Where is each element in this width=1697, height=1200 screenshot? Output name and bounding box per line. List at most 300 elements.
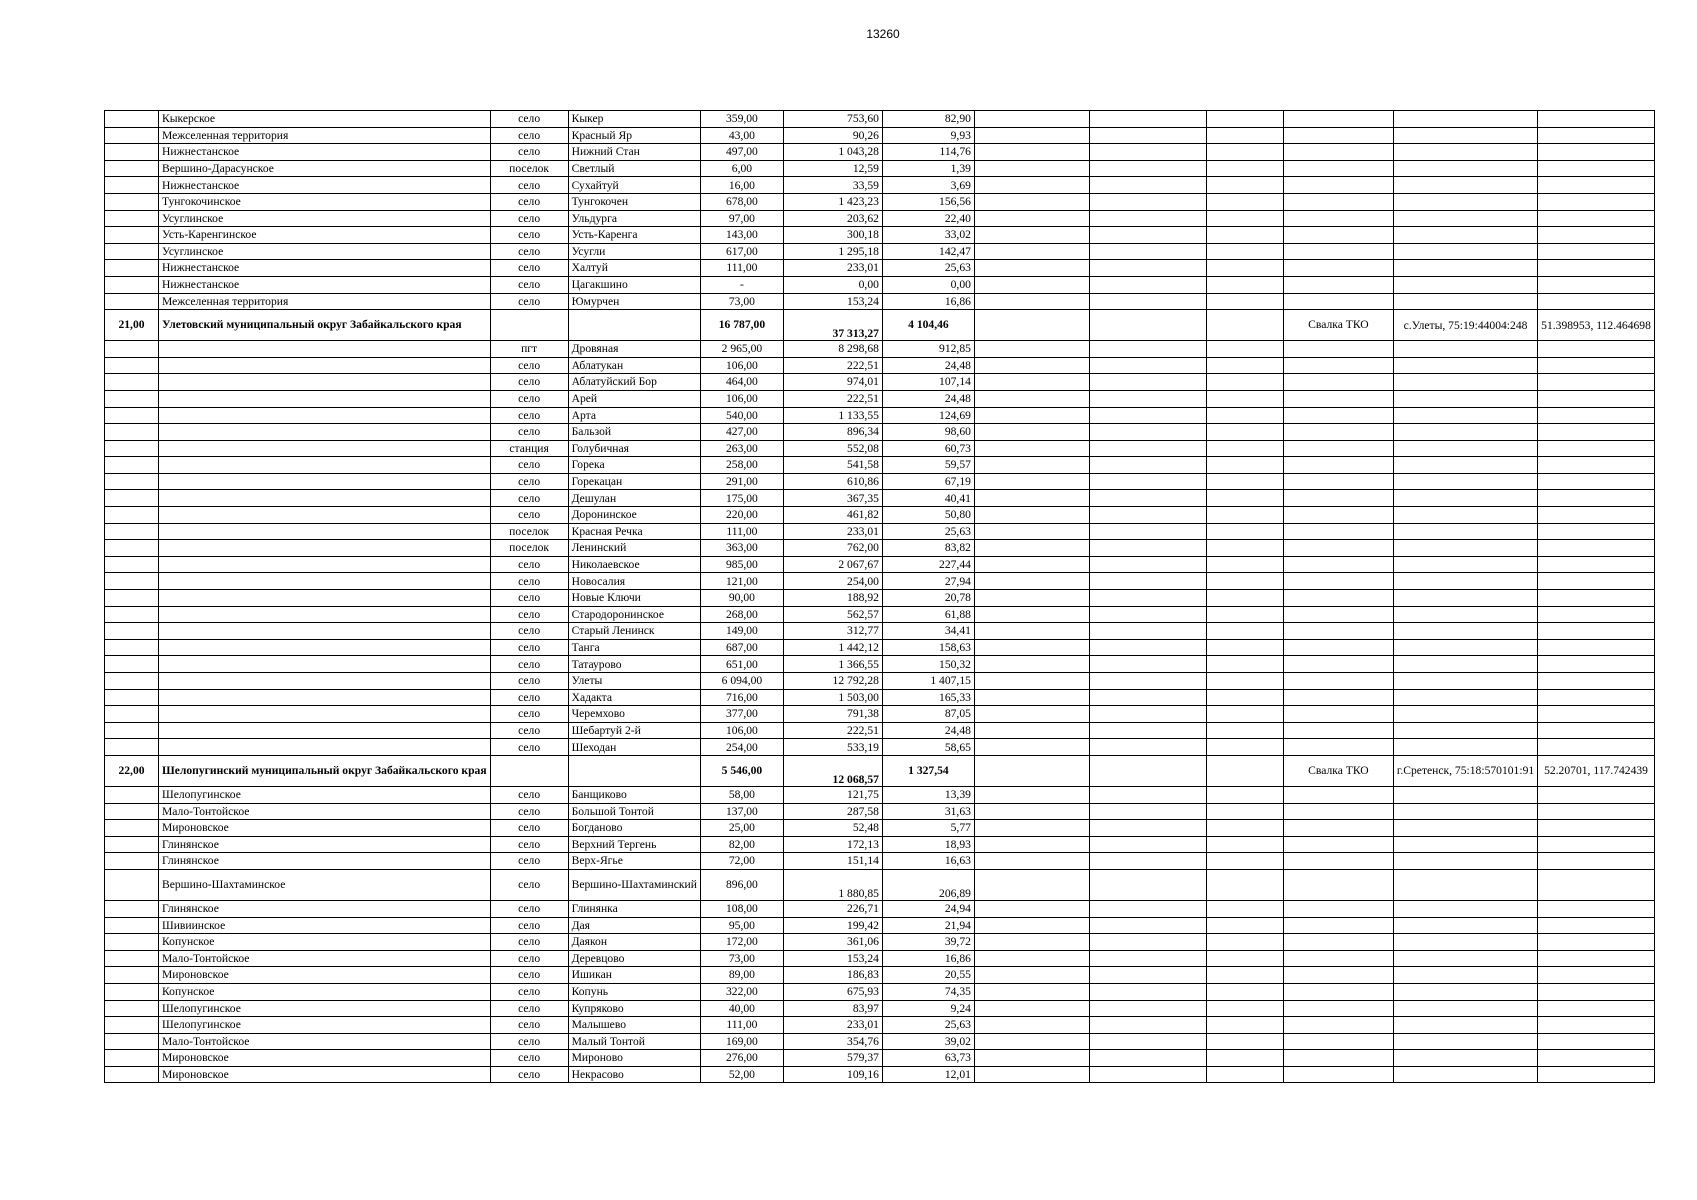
facility-type-cell bbox=[1283, 1033, 1393, 1050]
settlement-type-cell: село bbox=[490, 739, 568, 756]
annual-volume-cell: 1 133,55 bbox=[783, 407, 882, 424]
settlement-row bbox=[105, 1017, 1655, 1034]
empty-cell bbox=[974, 144, 1089, 161]
district-name-cell bbox=[159, 540, 491, 557]
facility-type-cell bbox=[1283, 573, 1393, 590]
empty-cell bbox=[1206, 606, 1283, 623]
population-cell: 175,00 bbox=[700, 490, 783, 507]
annual-volume-cell: 541,58 bbox=[783, 457, 882, 474]
settlement-row bbox=[105, 983, 1655, 1000]
empty-cell bbox=[1206, 260, 1283, 277]
empty-cell bbox=[1206, 722, 1283, 739]
empty-cell bbox=[974, 673, 1089, 690]
empty-cell bbox=[1206, 1017, 1283, 1034]
facility-type-cell bbox=[1283, 836, 1393, 853]
municipality-number-cell bbox=[105, 706, 159, 723]
settlement-row bbox=[105, 673, 1655, 690]
empty-cell bbox=[1089, 606, 1206, 623]
district-name-cell bbox=[159, 507, 491, 524]
facility-coordinates-cell bbox=[1538, 193, 1655, 210]
annual-volume-cell: 151,14 bbox=[783, 853, 882, 870]
facility-location-cell bbox=[1393, 1066, 1537, 1083]
municipality-number-cell bbox=[105, 869, 159, 900]
population-cell: 143,00 bbox=[700, 227, 783, 244]
settlement-row bbox=[105, 556, 1655, 573]
municipality-number-cell bbox=[105, 540, 159, 557]
facility-type-cell bbox=[1283, 293, 1393, 310]
facility-coordinates-cell bbox=[1538, 127, 1655, 144]
settlement-type-cell: село bbox=[490, 623, 568, 640]
facility-coordinates-cell bbox=[1538, 1066, 1655, 1083]
empty-cell bbox=[1206, 490, 1283, 507]
annual-volume-cell: 1 043,28 bbox=[783, 144, 882, 161]
settlement-name-cell: Мироново bbox=[568, 1050, 700, 1067]
facility-coordinates-cell bbox=[1538, 390, 1655, 407]
empty-cell bbox=[1089, 722, 1206, 739]
empty-cell bbox=[1206, 556, 1283, 573]
settlement-type-cell: село bbox=[490, 656, 568, 673]
settlement-type-cell: пгт bbox=[490, 341, 568, 358]
empty-cell bbox=[1089, 836, 1206, 853]
annual-volume-cell: 8 298,68 bbox=[783, 341, 882, 358]
settlement-type-cell: село bbox=[490, 293, 568, 310]
district-name-cell bbox=[159, 407, 491, 424]
district-name-cell: Усуглинское bbox=[159, 243, 491, 260]
facility-type-cell bbox=[1283, 193, 1393, 210]
municipality-number-cell bbox=[105, 227, 159, 244]
annual-volume-cell: 153,24 bbox=[783, 950, 882, 967]
settlement-name-cell: Николаевское bbox=[568, 556, 700, 573]
empty-cell bbox=[1089, 193, 1206, 210]
district-name-cell: Межселенная территория bbox=[159, 293, 491, 310]
empty-cell bbox=[1089, 1017, 1206, 1034]
empty-cell bbox=[1089, 111, 1206, 128]
facility-type-cell bbox=[1283, 540, 1393, 557]
settlement-row bbox=[105, 473, 1655, 490]
settlement-row bbox=[105, 457, 1655, 474]
empty-cell bbox=[1089, 639, 1206, 656]
population-cell: 16 787,00 bbox=[700, 310, 783, 341]
annual-mass-cell: 16,63 bbox=[882, 853, 974, 870]
annual-mass-cell: 82,90 bbox=[882, 111, 974, 128]
settlement-name-cell bbox=[568, 310, 700, 341]
annual-mass-cell: 74,35 bbox=[882, 983, 974, 1000]
annual-volume-cell: 533,19 bbox=[783, 739, 882, 756]
settlement-type-cell: село bbox=[490, 606, 568, 623]
municipality-number-cell bbox=[105, 357, 159, 374]
facility-coordinates-cell bbox=[1538, 507, 1655, 524]
empty-cell bbox=[974, 243, 1089, 260]
facility-location-cell bbox=[1393, 1000, 1537, 1017]
facility-coordinates-cell bbox=[1538, 590, 1655, 607]
empty-cell bbox=[974, 490, 1089, 507]
register-body bbox=[105, 111, 1655, 1083]
empty-cell bbox=[974, 473, 1089, 490]
annual-volume-cell: 610,86 bbox=[783, 473, 882, 490]
facility-type-cell bbox=[1283, 950, 1393, 967]
facility-location-cell bbox=[1393, 836, 1537, 853]
empty-cell bbox=[1089, 656, 1206, 673]
annual-mass-cell: 33,02 bbox=[882, 227, 974, 244]
settlement-name-cell: Горекацан bbox=[568, 473, 700, 490]
facility-coordinates-cell bbox=[1538, 556, 1655, 573]
empty-cell bbox=[974, 853, 1089, 870]
annual-volume-cell: 1 366,55 bbox=[783, 656, 882, 673]
empty-cell bbox=[1206, 1000, 1283, 1017]
empty-cell bbox=[1206, 457, 1283, 474]
settlement-type-cell: село bbox=[490, 1000, 568, 1017]
settlement-type-cell: село bbox=[490, 357, 568, 374]
facility-location-cell bbox=[1393, 490, 1537, 507]
empty-cell bbox=[1089, 523, 1206, 540]
settlement-row bbox=[105, 934, 1655, 951]
empty-cell bbox=[974, 755, 1089, 786]
population-cell: 73,00 bbox=[700, 950, 783, 967]
empty-cell bbox=[1089, 853, 1206, 870]
facility-type-cell bbox=[1283, 820, 1393, 837]
empty-cell bbox=[1206, 917, 1283, 934]
empty-cell bbox=[1206, 1066, 1283, 1083]
empty-cell bbox=[974, 390, 1089, 407]
facility-type-cell bbox=[1283, 1000, 1393, 1017]
population-cell: 90,00 bbox=[700, 590, 783, 607]
settlement-name-cell: Деревцово bbox=[568, 950, 700, 967]
annual-volume-cell: 12 068,57 bbox=[783, 755, 882, 786]
facility-location-cell bbox=[1393, 739, 1537, 756]
facility-type-cell bbox=[1283, 917, 1393, 934]
empty-cell bbox=[1206, 853, 1283, 870]
settlement-type-cell bbox=[490, 310, 568, 341]
population-cell: 6,00 bbox=[700, 160, 783, 177]
district-name-cell bbox=[159, 341, 491, 358]
annual-mass-cell: 20,55 bbox=[882, 967, 974, 984]
empty-cell bbox=[1089, 243, 1206, 260]
municipality-number-cell bbox=[105, 934, 159, 951]
annual-volume-cell: 361,06 bbox=[783, 934, 882, 951]
settlement-type-cell: село bbox=[490, 276, 568, 293]
district-name-cell: Копунское bbox=[159, 934, 491, 951]
district-name-cell: Кыкерское bbox=[159, 111, 491, 128]
municipality-number-cell bbox=[105, 803, 159, 820]
annual-mass-cell: 24,48 bbox=[882, 390, 974, 407]
population-cell: 106,00 bbox=[700, 722, 783, 739]
facility-type-cell bbox=[1283, 177, 1393, 194]
facility-location-cell bbox=[1393, 127, 1537, 144]
population-cell: 106,00 bbox=[700, 390, 783, 407]
empty-cell bbox=[974, 540, 1089, 557]
municipality-number-cell bbox=[105, 967, 159, 984]
population-cell: 108,00 bbox=[700, 900, 783, 917]
municipality-number-cell bbox=[105, 276, 159, 293]
district-name-cell bbox=[159, 424, 491, 441]
facility-coordinates-cell bbox=[1538, 276, 1655, 293]
empty-cell bbox=[1206, 656, 1283, 673]
empty-cell bbox=[974, 869, 1089, 900]
district-name-cell: Вершино-Дарасунское bbox=[159, 160, 491, 177]
population-cell: 291,00 bbox=[700, 473, 783, 490]
settlement-type-cell: село bbox=[490, 900, 568, 917]
settlement-row bbox=[105, 656, 1655, 673]
empty-cell bbox=[1089, 869, 1206, 900]
annual-volume-cell: 354,76 bbox=[783, 1033, 882, 1050]
settlement-row bbox=[105, 639, 1655, 656]
empty-cell bbox=[1206, 689, 1283, 706]
settlement-name-cell: Сухайтуй bbox=[568, 177, 700, 194]
settlement-name-cell: Купряково bbox=[568, 1000, 700, 1017]
empty-cell bbox=[974, 836, 1089, 853]
population-cell: 220,00 bbox=[700, 507, 783, 524]
facility-coordinates-cell bbox=[1538, 160, 1655, 177]
settlement-type-cell: село bbox=[490, 934, 568, 951]
empty-cell bbox=[1206, 473, 1283, 490]
facility-coordinates-cell bbox=[1538, 1050, 1655, 1067]
facility-location-cell bbox=[1393, 193, 1537, 210]
facility-location-cell bbox=[1393, 341, 1537, 358]
settlement-name-cell: Малышево bbox=[568, 1017, 700, 1034]
facility-type-cell: Свалка ТКО bbox=[1283, 310, 1393, 341]
facility-location-cell bbox=[1393, 1050, 1537, 1067]
empty-cell bbox=[974, 457, 1089, 474]
facility-location-cell bbox=[1393, 160, 1537, 177]
settlement-type-cell: село bbox=[490, 983, 568, 1000]
settlement-name-cell: Шеходан bbox=[568, 739, 700, 756]
annual-mass-cell: 9,93 bbox=[882, 127, 974, 144]
municipality-number-cell bbox=[105, 177, 159, 194]
district-name-cell: Улетовский муниципальный округ Забайкальского края bbox=[159, 310, 491, 341]
municipality-number-cell bbox=[105, 260, 159, 277]
empty-cell bbox=[974, 900, 1089, 917]
annual-mass-cell: 87,05 bbox=[882, 706, 974, 723]
facility-coordinates-cell bbox=[1538, 656, 1655, 673]
annual-volume-cell: 753,60 bbox=[783, 111, 882, 128]
municipality-number-cell bbox=[105, 623, 159, 640]
empty-cell bbox=[974, 310, 1089, 341]
population-cell: 276,00 bbox=[700, 1050, 783, 1067]
empty-cell bbox=[1206, 983, 1283, 1000]
facility-location-cell bbox=[1393, 556, 1537, 573]
municipality-number-cell bbox=[105, 639, 159, 656]
facility-type-cell: Свалка ТКО bbox=[1283, 755, 1393, 786]
facility-location-cell bbox=[1393, 934, 1537, 951]
facility-coordinates-cell bbox=[1538, 144, 1655, 161]
district-name-cell: Шивиинское bbox=[159, 917, 491, 934]
annual-mass-cell: 40,41 bbox=[882, 490, 974, 507]
municipality-number-cell bbox=[105, 293, 159, 310]
municipality-number-cell bbox=[105, 656, 159, 673]
annual-mass-cell: 16,86 bbox=[882, 950, 974, 967]
municipality-row bbox=[105, 755, 1655, 786]
empty-cell bbox=[974, 590, 1089, 607]
facility-location-cell bbox=[1393, 276, 1537, 293]
settlement-name-cell: Ишикан bbox=[568, 967, 700, 984]
settlement-type-cell: село bbox=[490, 573, 568, 590]
population-cell: 121,00 bbox=[700, 573, 783, 590]
municipality-number-cell bbox=[105, 1000, 159, 1017]
empty-cell bbox=[1089, 293, 1206, 310]
annual-mass-cell: 13,39 bbox=[882, 786, 974, 803]
settlement-row bbox=[105, 160, 1655, 177]
empty-cell bbox=[1206, 1033, 1283, 1050]
settlement-type-cell: село bbox=[490, 111, 568, 128]
district-name-cell bbox=[159, 473, 491, 490]
settlement-type-cell: станция bbox=[490, 440, 568, 457]
facility-location-cell bbox=[1393, 473, 1537, 490]
settlement-row bbox=[105, 820, 1655, 837]
population-cell: 137,00 bbox=[700, 803, 783, 820]
population-cell: 89,00 bbox=[700, 967, 783, 984]
empty-cell bbox=[974, 786, 1089, 803]
settlement-row bbox=[105, 1050, 1655, 1067]
empty-cell bbox=[1206, 755, 1283, 786]
facility-type-cell bbox=[1283, 623, 1393, 640]
settlement-type-cell: село bbox=[490, 210, 568, 227]
settlement-type-cell: село bbox=[490, 243, 568, 260]
district-name-cell: Нижнестанское bbox=[159, 144, 491, 161]
facility-location-cell bbox=[1393, 722, 1537, 739]
settlement-name-cell: Старый Ленинск bbox=[568, 623, 700, 640]
facility-coordinates-cell bbox=[1538, 836, 1655, 853]
empty-cell bbox=[1206, 111, 1283, 128]
annual-volume-cell: 233,01 bbox=[783, 1017, 882, 1034]
population-cell: 896,00 bbox=[700, 869, 783, 900]
facility-coordinates-cell bbox=[1538, 490, 1655, 507]
empty-cell bbox=[974, 1050, 1089, 1067]
facility-coordinates-cell bbox=[1538, 260, 1655, 277]
annual-volume-cell: 1 423,23 bbox=[783, 193, 882, 210]
population-cell: 111,00 bbox=[700, 260, 783, 277]
facility-location-cell bbox=[1393, 407, 1537, 424]
empty-cell bbox=[1206, 786, 1283, 803]
settlement-name-cell: Богданово bbox=[568, 820, 700, 837]
facility-location-cell bbox=[1393, 639, 1537, 656]
empty-cell bbox=[1089, 917, 1206, 934]
district-name-cell: Нижнестанское bbox=[159, 177, 491, 194]
facility-type-cell bbox=[1283, 341, 1393, 358]
municipality-number-cell bbox=[105, 606, 159, 623]
empty-cell bbox=[1206, 144, 1283, 161]
facility-type-cell bbox=[1283, 260, 1393, 277]
facility-location-cell bbox=[1393, 260, 1537, 277]
annual-volume-cell: 199,42 bbox=[783, 917, 882, 934]
empty-cell bbox=[1089, 673, 1206, 690]
facility-location-cell bbox=[1393, 803, 1537, 820]
empty-cell bbox=[1206, 177, 1283, 194]
facility-coordinates-cell bbox=[1538, 853, 1655, 870]
facility-coordinates-cell bbox=[1538, 869, 1655, 900]
municipality-number-cell bbox=[105, 950, 159, 967]
municipality-number-cell bbox=[105, 1033, 159, 1050]
empty-cell bbox=[1089, 276, 1206, 293]
settlement-row bbox=[105, 111, 1655, 128]
empty-cell bbox=[1089, 706, 1206, 723]
empty-cell bbox=[1089, 424, 1206, 441]
district-name-cell: Мироновское bbox=[159, 820, 491, 837]
district-name-cell: Шелопугинское bbox=[159, 1000, 491, 1017]
annual-mass-cell: 83,82 bbox=[882, 540, 974, 557]
population-cell: 16,00 bbox=[700, 177, 783, 194]
district-name-cell bbox=[159, 440, 491, 457]
annual-mass-cell: 12,01 bbox=[882, 1066, 974, 1083]
settlement-row bbox=[105, 739, 1655, 756]
facility-coordinates-cell bbox=[1538, 900, 1655, 917]
facility-location-cell bbox=[1393, 293, 1537, 310]
annual-mass-cell: 98,60 bbox=[882, 424, 974, 441]
settlement-row bbox=[105, 440, 1655, 457]
empty-cell bbox=[1089, 803, 1206, 820]
settlement-row bbox=[105, 144, 1655, 161]
municipality-number-cell bbox=[105, 556, 159, 573]
settlement-name-cell: Вершино-Шахтаминский bbox=[568, 869, 700, 900]
settlement-row bbox=[105, 127, 1655, 144]
facility-location-cell: с.Улеты, 75:19:44004:248 bbox=[1393, 310, 1537, 341]
empty-cell bbox=[1206, 1050, 1283, 1067]
district-name-cell: Шелопугинский муниципальный округ Забайкальского края bbox=[159, 755, 491, 786]
facility-type-cell bbox=[1283, 739, 1393, 756]
empty-cell bbox=[974, 111, 1089, 128]
municipality-number-cell bbox=[105, 440, 159, 457]
facility-location-cell: г.Сретенск, 75:18:570101:91 bbox=[1393, 755, 1537, 786]
annual-mass-cell: 4 104,46 bbox=[882, 310, 974, 341]
population-cell: 6 094,00 bbox=[700, 673, 783, 690]
settlement-type-cell: село bbox=[490, 227, 568, 244]
annual-mass-cell: 150,32 bbox=[882, 656, 974, 673]
population-cell: 263,00 bbox=[700, 440, 783, 457]
empty-cell bbox=[1206, 590, 1283, 607]
annual-volume-cell: 562,57 bbox=[783, 606, 882, 623]
facility-coordinates-cell bbox=[1538, 111, 1655, 128]
settlement-type-cell: село bbox=[490, 673, 568, 690]
empty-cell bbox=[1206, 227, 1283, 244]
empty-cell bbox=[974, 656, 1089, 673]
settlement-name-cell: Шебартуй 2-й bbox=[568, 722, 700, 739]
empty-cell bbox=[1089, 457, 1206, 474]
settlement-name-cell: Аблатукан bbox=[568, 357, 700, 374]
settlement-name-cell bbox=[568, 755, 700, 786]
empty-cell bbox=[1206, 639, 1283, 656]
settlement-row bbox=[105, 573, 1655, 590]
district-name-cell bbox=[159, 523, 491, 540]
annual-mass-cell: 227,44 bbox=[882, 556, 974, 573]
municipality-number-cell bbox=[105, 983, 159, 1000]
municipality-number-cell bbox=[105, 243, 159, 260]
facility-coordinates-cell bbox=[1538, 950, 1655, 967]
facility-location-cell bbox=[1393, 869, 1537, 900]
facility-coordinates-cell: 52.20701, 117.742439 bbox=[1538, 755, 1655, 786]
annual-mass-cell: 25,63 bbox=[882, 523, 974, 540]
municipality-number-cell bbox=[105, 374, 159, 391]
population-cell: 106,00 bbox=[700, 357, 783, 374]
empty-cell bbox=[1089, 967, 1206, 984]
facility-type-cell bbox=[1283, 160, 1393, 177]
facility-type-cell bbox=[1283, 490, 1393, 507]
empty-cell bbox=[974, 803, 1089, 820]
district-name-cell: Шелопугинское bbox=[159, 1017, 491, 1034]
empty-cell bbox=[1206, 310, 1283, 341]
municipality-number-cell bbox=[105, 853, 159, 870]
settlement-row bbox=[105, 243, 1655, 260]
empty-cell bbox=[1206, 210, 1283, 227]
district-name-cell bbox=[159, 357, 491, 374]
empty-cell bbox=[1206, 869, 1283, 900]
empty-cell bbox=[1089, 590, 1206, 607]
facility-coordinates-cell bbox=[1538, 440, 1655, 457]
empty-cell bbox=[1206, 900, 1283, 917]
empty-cell bbox=[974, 706, 1089, 723]
annual-volume-cell: 2 067,67 bbox=[783, 556, 882, 573]
settlement-type-cell: село bbox=[490, 407, 568, 424]
facility-coordinates-cell bbox=[1538, 374, 1655, 391]
empty-cell bbox=[1206, 523, 1283, 540]
